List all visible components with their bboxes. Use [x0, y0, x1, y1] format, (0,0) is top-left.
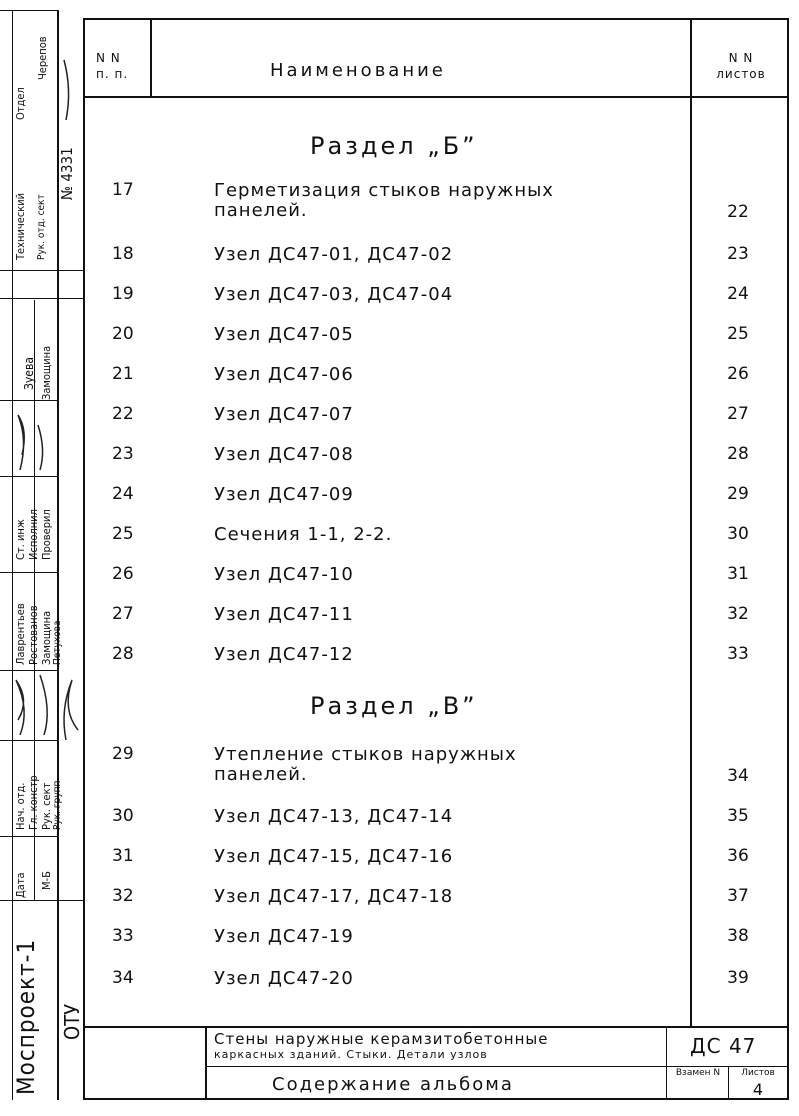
side-top-number: № 4331 — [58, 147, 76, 200]
row-number: 27 — [112, 604, 134, 624]
side-date-label: Дата — [14, 872, 27, 898]
side-name-1: Лаврентьев — [14, 603, 27, 665]
side-role-3: Рук. сект — [40, 782, 53, 830]
row-name: Узел ДС47-06 — [214, 364, 354, 385]
row-name: Узел ДС47-20 — [214, 968, 354, 989]
title-block-code-divider — [666, 1026, 667, 1100]
row-name: Узел ДС47-17, ДС47-18 — [214, 886, 454, 907]
title-block-code: ДС 47 — [690, 1034, 757, 1058]
row-name: Узел ДС47-12 — [214, 644, 354, 665]
row-sheet-number: 31 — [727, 564, 749, 584]
row-sheet-number: 24 — [727, 284, 749, 304]
section-v-title: Раздел „В” — [310, 692, 478, 720]
row-sheet-number: 37 — [727, 886, 749, 906]
row-sheet-number: 26 — [727, 364, 749, 384]
row-sheet-number: 34 — [727, 766, 749, 786]
row-number: 21 — [112, 364, 134, 384]
row-number: 26 — [112, 564, 134, 584]
row-sheet-number: 27 — [727, 404, 749, 424]
row-sheet-number: 39 — [727, 968, 749, 988]
side-top-role-2: Рук. отд. сект — [36, 194, 47, 260]
side-name-2-1: Зуева — [22, 357, 36, 390]
row-number: 31 — [112, 846, 134, 866]
row-name: Утепление стыков наружных — [214, 744, 517, 765]
row-name-continuation: панелей. — [214, 200, 308, 221]
side-role2-1: Ст. инж — [14, 519, 27, 560]
side-role-2: Гл. констр — [27, 775, 40, 830]
row-number: 33 — [112, 926, 134, 946]
title-block-left — [205, 1026, 207, 1100]
num-column-divider — [150, 18, 152, 96]
title-block-sheet-divider — [728, 1066, 729, 1098]
row-number: 19 — [112, 284, 134, 304]
row-sheet-number: 23 — [727, 244, 749, 264]
row-number: 17 — [112, 180, 134, 200]
row-sheet-number: 38 — [727, 926, 749, 946]
side-name-4: Петухова — [52, 620, 63, 665]
row-name: Узел ДС47-13, ДС47-14 — [214, 806, 454, 827]
side-top-role-1: Технический — [14, 192, 27, 260]
title-block-top — [83, 1026, 789, 1028]
frame-top-border — [83, 18, 789, 20]
side-role-4: Рук. групп — [52, 780, 63, 830]
title-block-sheet-value: 4 — [752, 1080, 764, 1099]
row-sheet-number: 30 — [727, 524, 749, 544]
side-role2-3: Проверил — [40, 509, 53, 560]
row-name: Узел ДС47-11 — [214, 604, 354, 625]
header-num-col: N N п. п. — [96, 51, 129, 81]
header-divider — [83, 96, 789, 98]
side-org: Моспроект-1 — [12, 938, 40, 1095]
frame-bottom-border — [83, 1098, 789, 1100]
row-number: 23 — [112, 444, 134, 464]
row-sheet-number: 22 — [727, 202, 749, 222]
row-name: Герметизация стыков наружных — [214, 180, 554, 201]
row-number: 34 — [112, 968, 134, 988]
row-sheet-number: 32 — [727, 604, 749, 624]
side-top-name-2: Черепов — [36, 36, 49, 80]
row-name: Узел ДС47-03, ДС47-04 — [214, 284, 454, 305]
frame-right-border — [787, 18, 789, 1100]
side-role2-2: Исполнил — [27, 509, 40, 560]
section-b-title: Раздел „Б” — [310, 132, 478, 160]
row-name: Узел ДС47-10 — [214, 564, 354, 585]
row-sheet-number: 29 — [727, 484, 749, 504]
row-name: Узел ДС47-08 — [214, 444, 354, 465]
row-name: Узел ДС47-09 — [214, 484, 354, 505]
row-name-continuation: панелей. — [214, 764, 308, 785]
row-number: 20 — [112, 324, 134, 344]
row-sheet-number: 28 — [727, 444, 749, 464]
row-number: 30 — [112, 806, 134, 826]
row-name: Узел ДС47-07 — [214, 404, 354, 425]
side-top-name-1: Отдел — [14, 87, 27, 120]
row-name: Узел ДС47-01, ДС47-02 — [214, 244, 454, 265]
title-block-line1: Стены наружные керамзитобетонные — [214, 1030, 549, 1048]
row-number: 24 — [112, 484, 134, 504]
side-name-2: Ростованов — [27, 605, 40, 665]
header-sheets-col: N N листов — [716, 51, 766, 81]
side-mark: М-Б — [40, 871, 53, 890]
side-name-3: Замощина — [40, 610, 53, 665]
row-number: 25 — [112, 524, 134, 544]
row-number: 29 — [112, 744, 134, 764]
title-block-line2: каркасных зданий. Стыки. Детали узлов — [214, 1048, 488, 1061]
row-name: Узел ДС47-19 — [214, 926, 354, 947]
row-number: 28 — [112, 644, 134, 664]
sheets-column-divider — [690, 18, 692, 1026]
signature-scribbles-icon — [0, 0, 84, 1116]
row-name: Сечения 1-1, 2-2. — [214, 524, 393, 545]
row-sheet-number: 33 — [727, 644, 749, 664]
title-block-sheet-label: Листов — [741, 1068, 775, 1078]
side-name-2-2: Замощина — [40, 345, 53, 400]
title-block-mid — [205, 1066, 787, 1067]
row-number: 32 — [112, 886, 134, 906]
row-sheet-number: 35 — [727, 806, 749, 826]
side-dept: ОТУ — [60, 1003, 84, 1040]
row-number: 22 — [112, 404, 134, 424]
title-block-title: Содержание альбома — [272, 1074, 514, 1095]
header-name-col: Наименование — [270, 60, 446, 81]
side-role-1: Нач. отд. — [14, 782, 27, 830]
row-name: Узел ДС47-15, ДС47-16 — [214, 846, 454, 867]
row-number: 18 — [112, 244, 134, 264]
row-name: Узел ДС47-05 — [214, 324, 354, 345]
title-block-vzamen-label: Взамен N — [675, 1068, 721, 1078]
row-sheet-number: 25 — [727, 324, 749, 344]
row-sheet-number: 36 — [727, 846, 749, 866]
